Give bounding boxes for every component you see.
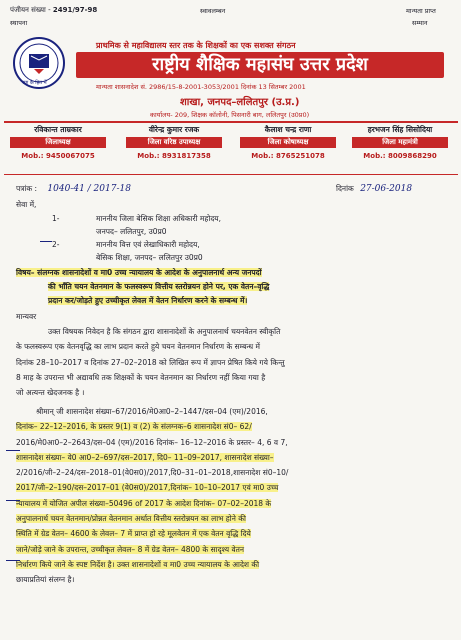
office-address: कार्यालय- 209, शिक्षक कॉलोनी, पिसनारी बाग, ललितपुर (उ0प्र0) xyxy=(150,111,310,119)
paragraph-line: स्थिति में ग्रेड वेतन– 4600 के लेवल– 7 में प्राप्त हो रहे मूलवेतन में एक वेतन वृद्धि दिये xyxy=(16,529,251,539)
header-center-caption: स्वावलम्बन xyxy=(200,7,226,15)
officer-block xyxy=(346,125,454,160)
branch-name: शाखा, जनपद–ललितपुर (उ.प्र.) xyxy=(180,97,300,108)
logo-caption: राष्ट्र के हित में xyxy=(22,80,47,86)
pen-mark xyxy=(40,241,52,242)
officer-designation: जिला वरिष्ठ उपाध्यक्ष xyxy=(126,137,222,148)
officer-name: कैलाश चन्द्र राणा xyxy=(264,125,312,134)
paragraph-line: जो अत्यन्त खेदजनक है । xyxy=(16,388,85,398)
officer-name: रविकान्त ताम्रकार xyxy=(34,125,82,134)
paragraph-line: 2016/मे0आ0–2–2643/दस–04 (एम)/2016 दिनांक– 16–12–2016 के प्रस्तर– 4, 6 व 7, xyxy=(16,437,288,447)
paragraph-line: अनुपालनार्थ चयन वेतनमान/प्रोन्नत वेतनमान अर्थात वित्तीय स्तरोन्नयन का लाभ होने की xyxy=(16,514,246,524)
paragraph-line: 2017/जी–2–190/दस–2017–01 (वे0स0)/2017,दिनांक– 10–10–2017 एवं मा0 उच्च xyxy=(16,483,279,493)
officer-designation: जिला महामंत्री xyxy=(352,137,448,148)
header-left-caption: स्थापना xyxy=(10,19,28,27)
subject-line: की भाँति चयन वेतनमान के फलस्वरूप वित्तीय स्तरोन्नयन होने पर, एक वेतन–वृद्धि xyxy=(48,282,270,291)
paragraph-line: जाने/जोड़े जाने के उपरान्त, उच्चीकृत लेवल– 8 में ग्रेड वेतन– 4800 के सादृश्य वेतन xyxy=(16,544,245,554)
reference-number: पत्रांक : 1040-41 / 2017-18 xyxy=(16,184,131,194)
paragraph-line: श्रीमान् जी शासनादेश संख्या–67/2016/मे0आ0–2–1447/दस–04 (एम)/2016, xyxy=(36,407,268,416)
officer-name: हरभजन सिंह सिसोदिया xyxy=(367,125,433,134)
letter-date: दिनांक 27-06-2018 xyxy=(336,184,413,194)
salutation: मान्यवर xyxy=(16,312,37,321)
recognition-line: मान्यता शासनादेश सं. 2986/15-8-2001-3053/2001 दिनांक 13 सितम्बर 2001 xyxy=(96,83,306,91)
recipient-number: 2- xyxy=(52,240,60,249)
body-paragraph-1 xyxy=(16,324,448,400)
header-divider xyxy=(4,121,458,123)
officer-block xyxy=(4,125,112,160)
recipient-line: जनपद– ललितपुर, उ0प्र0 xyxy=(96,227,167,236)
officer-name: वीरेन्द्र कुमार रजक xyxy=(148,125,200,134)
header-right-caption: सम्मान xyxy=(412,19,428,27)
officer-mobile: Mob.: 8009868290 xyxy=(363,152,437,160)
recipient-line: माननीय वित्त एवं लेखाधिकारी महोदय, xyxy=(96,240,200,249)
registration-number: पंजीयन संख्या - 2491/97-98 xyxy=(10,6,98,14)
paragraph-line: 8 माह के उपरान्त भी अद्यावधि तक शिक्षकों के चयन वेतनमान का निर्धारण नहीं किया गया है xyxy=(16,372,266,382)
subject-line: प्रदान कर/जोड़ते हुए उच्चीकृत लेवल में वेतन निर्धारण करने के सम्बन्ध में। xyxy=(48,296,248,305)
officers-divider xyxy=(4,174,458,175)
margin-mark xyxy=(6,500,20,502)
officer-mobile: Mob.: 8765251078 xyxy=(251,152,325,160)
paragraph-line: शासनादेश संख्या– वे0 आ0–2–697/दस–2017, दि0– 11–09–2017, शासनादेश संख्या– xyxy=(16,452,274,462)
officer-designation: जिला कोषाध्यक्ष xyxy=(240,137,336,148)
officer-block xyxy=(120,125,228,160)
recipient-number: 1- xyxy=(52,214,60,223)
officer-designation: जिलाध्यक्ष xyxy=(10,137,106,148)
officer-mobile: Mob.: 9450067075 xyxy=(21,152,95,160)
margin-mark xyxy=(6,450,20,452)
paragraph-line: न्यायालय में योजित अपील संख्या–50496 of 2017 के आदेश दिनांक– 07–02–2018 के xyxy=(16,498,272,508)
officer-block xyxy=(234,125,342,160)
officer-mobile: Mob.: 8931817358 xyxy=(137,152,211,160)
paragraph-line: उक्त विषयक निवेदन है कि संगठन द्वारा शासनादेशों के अनुपालनार्थ चयनवेतन स्वीकृति xyxy=(48,327,281,336)
body-paragraph-2 xyxy=(16,404,448,588)
organization-name: राष्ट्रीय शैक्षिक महासंघ उत्तर प्रदेश xyxy=(76,52,444,78)
paragraph-line: दिनांक– 22–12–2016, के प्रस्तर 9(1) व (2) के संलग्नक–6 शासनादेश सं0– 62/ xyxy=(16,422,252,432)
organization-logo xyxy=(12,36,66,90)
subject-line: विषय– संलग्नक शासनादेशों व मा0 उच्च न्यायालय के आदेश के अनुपालनार्थ अन्य जनपदों xyxy=(16,268,262,277)
paragraph-line: 2/2016/जी–2–24/दस–2018–01(वे0स0)/2017,दि0–31–01–2018,शासनादेश सं0–10/ xyxy=(16,468,289,478)
margin-mark xyxy=(6,560,20,562)
recipient-line: बेसिक शिक्षा, जनपद– ललितपुर उ0प्र0 xyxy=(96,253,203,262)
paragraph-line: निर्धारण किये जाने के स्पष्ट निर्देश है। उक्त शासनादेशों व मा0 उच्च न्यायालय के आदेश की xyxy=(16,559,260,569)
paragraph-line: छायाप्रतियां संलग्न है। xyxy=(16,575,75,585)
salutation-to: सेवा में, xyxy=(16,200,37,209)
paragraph-line: के फलस्वरूप एक वेतनवृद्धि का लाभ प्रदान करते हुये चयन वेतनमान निर्धारण के सम्बन्ध में xyxy=(16,342,260,352)
header-right-label: मान्यता प्राप्त xyxy=(406,7,436,15)
organization-motto: प्राथमिक से महाविद्यालय स्तर तक के शिक्षकों का एक सशक्त संगठन xyxy=(96,41,296,50)
recipient-line: माननीय जिला बेसिक शिक्षा अधिकारी महोदय, xyxy=(96,214,222,223)
paragraph-line: दिनांक 28–10–2017 व दिनांक 27–02–2018 को लिखित रूप में ज्ञापन प्रेषित किये गये किन्तु xyxy=(16,357,285,367)
